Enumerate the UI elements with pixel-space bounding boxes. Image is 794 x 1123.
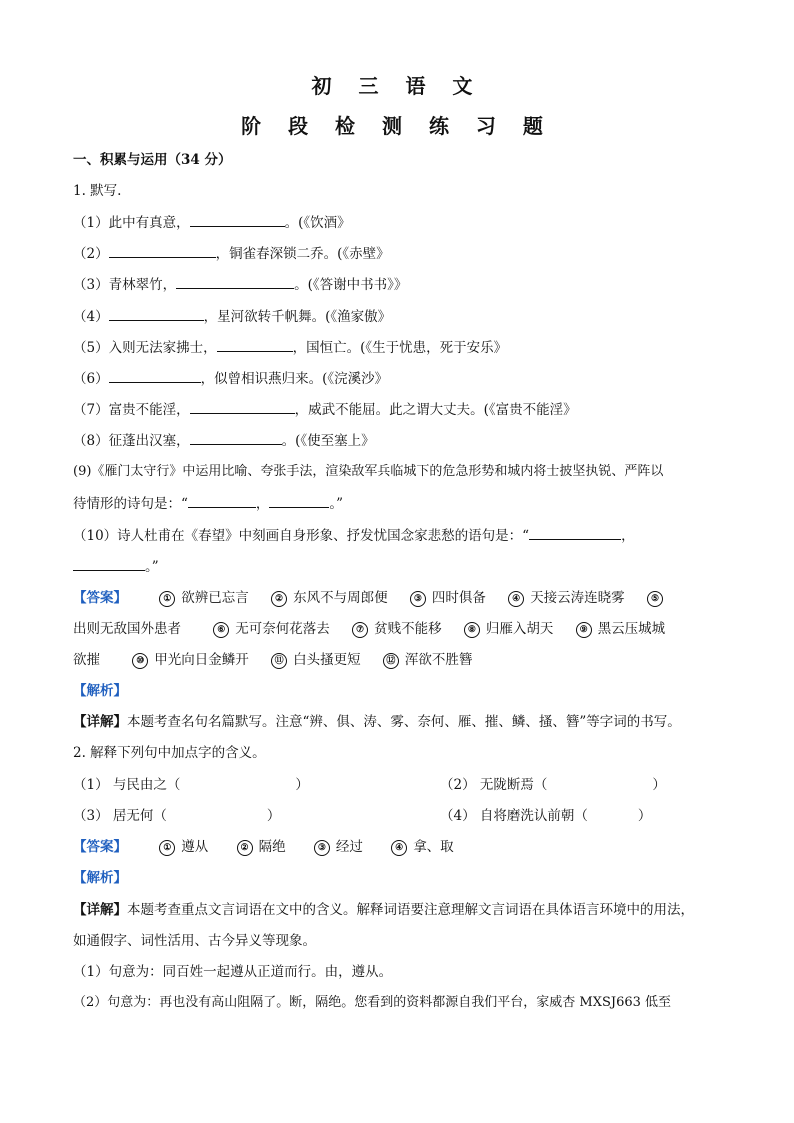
question-2-stem: 2. 解释下列句中加点字的含义。 [73,745,266,761]
detail-tag: 【详解】 [73,902,127,918]
q2-note-1: （1）句意为：同百姓一起遵从正道而行。由，遵从。 [73,964,393,980]
page-title: 初 三 语 文 [311,74,483,98]
answer-item: ① 欲辨已忘言 [159,588,249,608]
answer-blank [529,525,621,540]
detail-tag: 【详解】 [73,714,127,730]
q1-item-7: （7）富贵不能淫， ，威武不能屈。此之谓大丈夫。(《富贵不能淫》 [73,399,733,420]
answer-blank [188,493,256,508]
answer-item: ⑩ 甲光向日金鳞开 [132,650,249,670]
answer-item: ⑪ 白头搔更短 [271,650,361,670]
answer-item: ② 东风不与周郎便 [271,588,388,608]
q1-item-9-line2: 待情形的诗句是：“ ， 。” [73,493,733,514]
q2-note-2: （2）句意为：再也没有高山阻隔了。断，隔绝。您看到的资料都源自我们平台，家威杏 MXSJ663 低至 [73,995,672,1010]
answer-blank [109,243,216,258]
q1-item-10-line1: （10）诗人杜甫在《春望》中刻画自身形象、抒发忧国念家悲愁的语句是：“ ， [73,525,733,546]
answer-item: ② 隔绝 [237,837,286,857]
analysis-tag: 【解析】 [73,683,127,699]
answer-item: ⑦ 贫贱不能移 [352,619,442,639]
q2-item-1: （1） 与民由之（ ） [73,777,309,793]
q2-detail-line-2: 如通假字、词性活用、古今异义等现象。 [73,933,316,949]
analysis-tag: 【解析】 [73,870,127,886]
answer-blank [190,430,282,445]
q1-detail: 【详解】本题考查名句名篇默写。注意“辨、俱、涛、雾、奈何、雁、摧、鳞、搔、簪”等字词的书写。 [73,714,681,730]
q2-item-4: （4） 自将磨洗认前朝（ ） [440,808,652,824]
section-heading: 一、积累与运用（34 分） [73,152,232,168]
answer-item: ③ 经过 [314,837,363,857]
answer-tag: 【答案】 [73,590,127,606]
answer-blank [73,556,145,571]
page-subtitle: 阶 段 检 测 练 习 题 [241,114,553,138]
answer-blank [109,368,201,383]
q1-item-6: （6） ，似曾相识燕归来。(《浣溪沙》 [73,368,733,389]
q1-item-9-line1: (9)《雁门太守行》中运用比喻、夸张手法，渲染敌军兵临城下的危急形势和城内将士披坚执锐、严阵以 [73,464,664,479]
q2-item-2: （2） 无陇断焉（ ） [440,777,666,793]
q1-item-4: （4） ，星河欲转千帆舞。(《渔家傲》 [73,306,733,327]
answer-item: 出则无敌国外患者 [73,621,181,637]
answer-blank [269,493,329,508]
q1-answers-line-3 [73,650,733,670]
answer-item: ① 遵从 [159,837,208,857]
answer-blank [190,212,285,227]
answer-item: ⑥ 无可奈何花落去 [213,619,330,639]
answer-item: 欲摧 [73,652,100,668]
answer-blank [109,306,204,321]
q2-answers [73,837,733,857]
q1-item-1: （1）此中有真意， 。(《饮酒》 [73,212,733,233]
answer-blank [217,337,293,352]
answer-item: ⑧ 归雁入胡天 [464,619,554,639]
answer-tag: 【答案】 [73,839,127,855]
q1-item-5: （5）入则无法家拂士， ，国恒亡。(《生于忧患，死于安乐》 [73,337,733,358]
answer-blank [176,274,294,289]
answer-item: ⑤ [647,588,669,608]
q1-item-3: （3）青林翠竹， 。(《答谢中书书》》 [73,274,733,295]
question-1-stem: 1. 默写. [73,183,122,199]
q1-item-2: （2） ，铜雀春深锁二乔。(《赤壁》 [73,243,733,264]
answer-item: ④ 拿、取 [391,837,454,857]
q1-answers-line-1 [73,588,733,608]
q1-item-10-line2: 。” [73,556,733,577]
answer-item: ③ 四时俱备 [410,588,486,608]
answer-blank [190,399,295,414]
answer-item: ⑨ 黑云压城城 [576,619,666,639]
q1-item-8: （8）征蓬出汉塞， 。(《使至塞上》 [73,430,733,451]
answer-item: ④ 天接云涛连晓雾 [508,588,625,608]
q2-detail-line-1: 【详解】本题考查重点文言词语在文中的含义。解释词语要注意理解文言词语在具体语言环境中的用法， [73,902,694,918]
answer-item: ⑫ 浑欲不胜簪 [383,650,473,670]
q2-item-3: （3） 居无何（ ） [73,808,281,824]
q1-answers-line-2 [73,619,733,639]
